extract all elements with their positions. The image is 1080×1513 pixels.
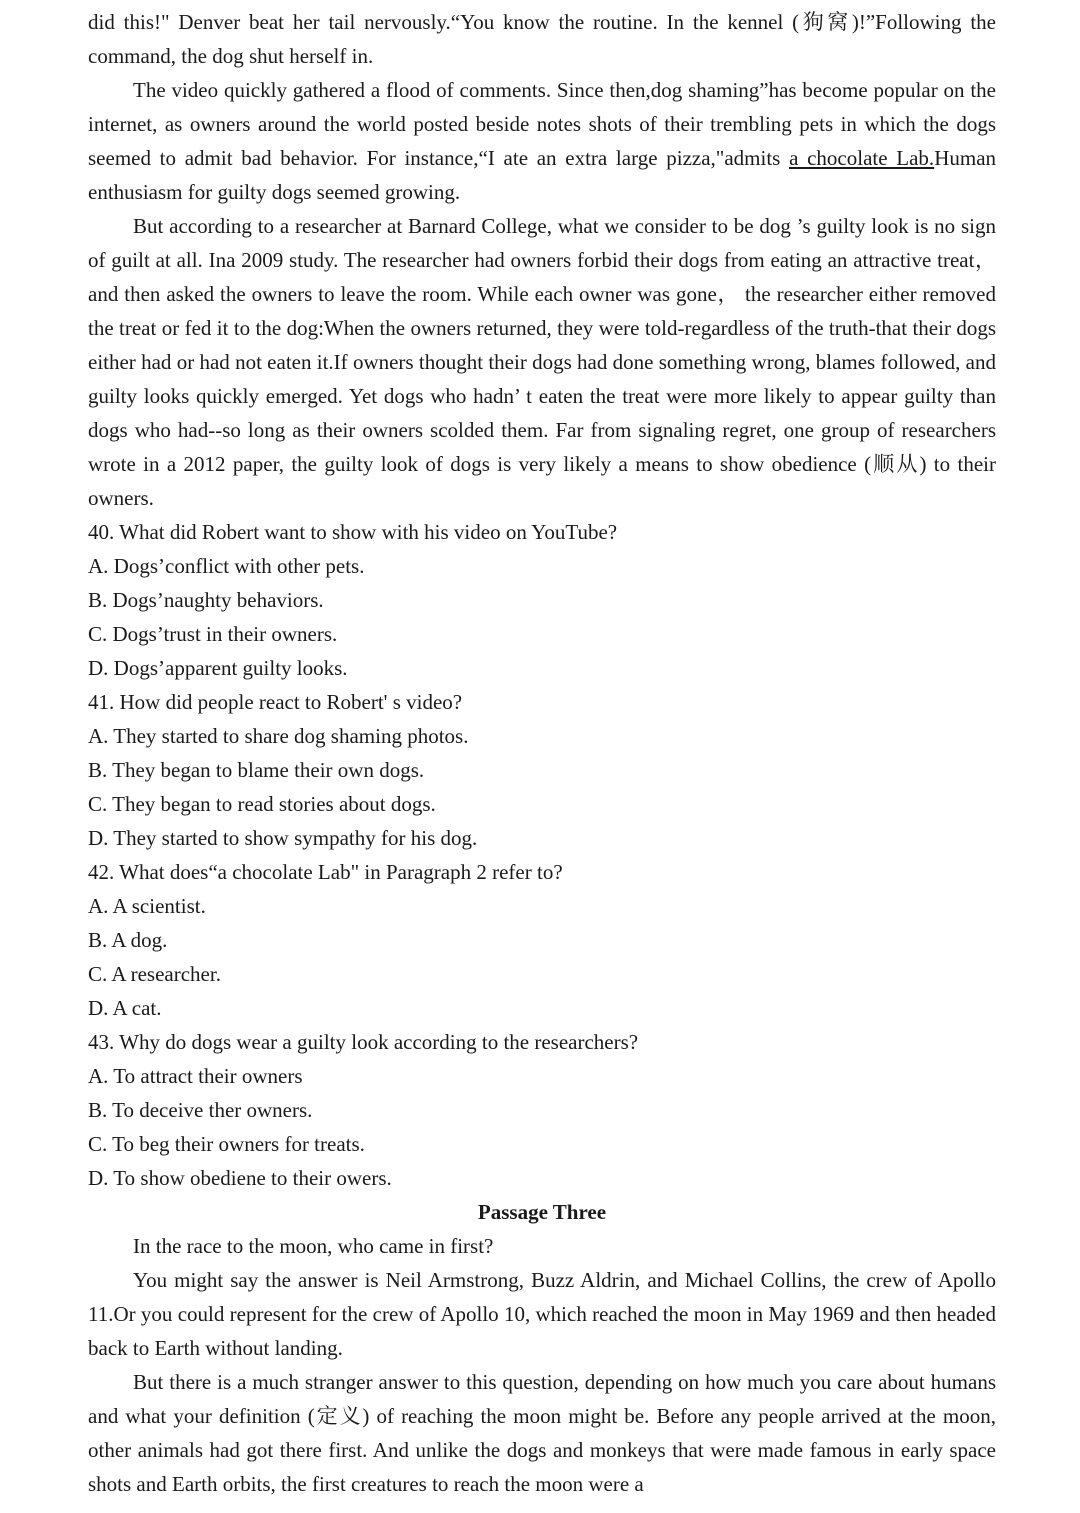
option-b: B. To deceive ther owners. [88,1098,313,1122]
option-d: D. They started to show sympathy for his dog. [88,826,478,850]
option-c: C. They began to read stories about dogs. [88,792,436,816]
option-a: A. A scientist. [88,894,206,918]
passage-three-paragraph-1: In the race to the moon, who came in first? [133,1234,494,1258]
question-stem: 43. Why do dogs wear a guilty look according to the researchers? [88,1030,639,1054]
question-42 [88,855,996,1025]
underlined-phrase-chocolate-lab: a chocolate Lab. [789,146,935,170]
question-43 [88,1025,996,1195]
option-a: A. They started to share dog shaming photos. [88,724,469,748]
passage-three-heading: Passage Three [477,1200,607,1224]
passage-three-paragraph-3: But there is a much stranger answer to this question, depending on how much you care about humans and what your definition (定义) of reaching the moon might be. Before any people arrived at the moon, other animals had got there first. And unlike the dogs and monkeys that were made famous in early space shots and Earth orbits, the first creatures to reach the moon were a [88,1370,996,1496]
question-stem: 40. What did Robert want to show with his video on YouTube? [88,520,618,544]
question-41 [88,685,996,855]
option-a: A. To attract their owners [88,1064,303,1088]
option-d: D. To show obediene to their owers. [88,1166,392,1190]
paragraph-1-text-start: The video quickly gathered a flood of comments. Since then,dog shaming”has become popular on the internet, as owners around the world posted beside notes shots of their trembling pets in which the dogs seemed to admit bad behavior. For instance,“I ate an extra large pizza,"admits [88,78,996,170]
option-c: C. To beg their owners for treats. [88,1132,365,1156]
passage-two-paragraph-1 [88,73,996,209]
passage-three-paragraph-2: You might say the answer is Neil Armstrong, Buzz Aldrin, and Michael Collins, the crew of Apollo 11.Or you could represent for the crew of Apollo 10, which reached the moon in May 1969 and then headed back to Earth without landing. [88,1268,996,1360]
question-stem: 41. How did people react to Robert' s video? [88,690,463,714]
option-b: B. A dog. [88,928,168,952]
passage-two-paragraph-2: But according to a researcher at Barnard College, what we consider to be dog ’s guilty look is no sign of guilt at all. Ina 2009 study. The researcher had owners forbid their dogs from eating an attractive treat， and then asked the owners to leave the room. While each owner was gone， the researcher either removed the treat or fed it to the dog:When the owners returned, they were told-regardless of the truth-that their dogs either had or had not eaten it.If owners thought their dogs had done something wrong, blames followed, and guilty looks quickly emerged. Yet dogs who hadn’ t eaten the treat were more likely to appear guilty than dogs who had--so long as their owners scolded them. Far from signaling regret, one group of researchers wrote in a 2012 paper, the guilty look of dogs is very likely a means to show obedience (顺从) to their owners. [88,214,996,510]
option-a: A. Dogs’conflict with other pets. [88,554,365,578]
option-b: B. Dogs’naughty behaviors. [88,588,324,612]
option-d: D. A cat. [88,996,162,1020]
question-40 [88,515,996,685]
option-b: B. They began to blame their own dogs. [88,758,425,782]
option-d: D. Dogs’apparent guilty looks. [88,656,348,680]
question-stem: 42. What does“a chocolate Lab" in Paragraph 2 refer to? [88,860,563,884]
option-c: C. Dogs’trust in their owners. [88,622,338,646]
passage-two-paragraph-0: did this!" Denver beat her tail nervously.“You know the routine. In the kennel (狗窝)!”Following the command, the dog shut herself in. [88,10,996,68]
option-c: C. A researcher. [88,962,221,986]
paragraph-1-text-end: Human enthusiasm for guilty dogs seemed growing. [88,146,997,204]
